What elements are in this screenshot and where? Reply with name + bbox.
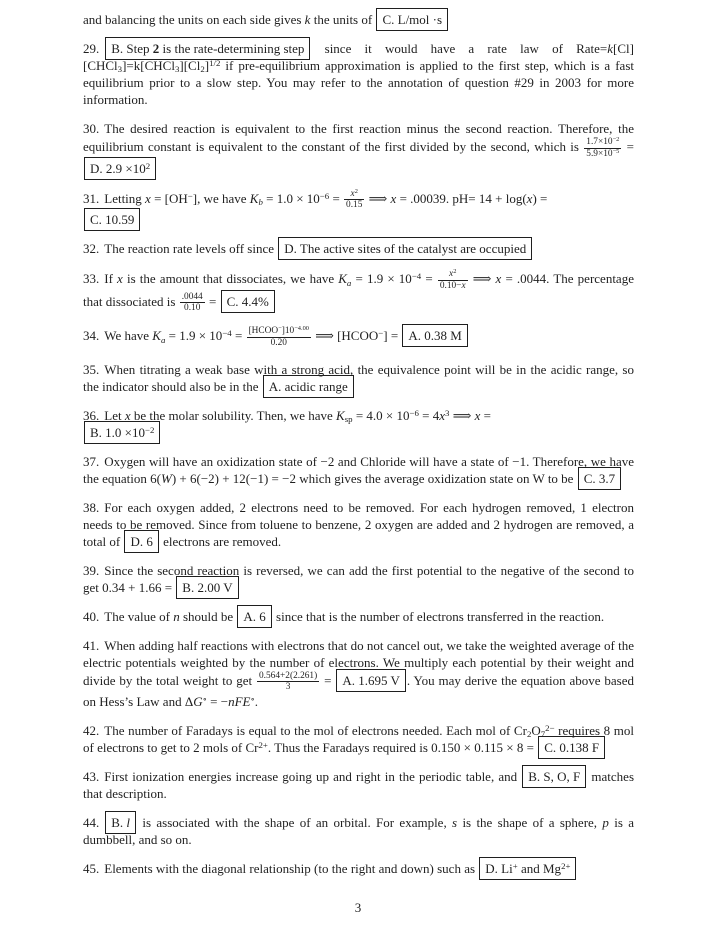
boxed-answer: B. l bbox=[105, 811, 136, 834]
question-number: 40. bbox=[83, 608, 100, 624]
boxed-answer: A. 0.38 M bbox=[402, 324, 467, 347]
question-number: 34. bbox=[83, 328, 100, 344]
fraction-denominator: 3 bbox=[285, 682, 291, 693]
question-43: 43. First ionization energies increase going up and right in the periodic table, and B. S, O, F matches that description. bbox=[83, 768, 634, 802]
fraction-numerator: $1.7\times 10^{-2}$ bbox=[586, 136, 620, 147]
question-45: 45. Elements with the diagonal relationship (to the right and down) such as D. Li+ and $Mg^{2+}$ bbox=[83, 860, 634, 877]
question-37: 37. Oxygen will have an oxidization state of −2 and Chloride will have a state of −1. Therefore, we have the equation 6(W) + 6(−2) + 12(−1) = −2 which gives the average oxidization state on W to be C. 3.7 bbox=[83, 453, 634, 487]
question-number: 44. bbox=[83, 815, 100, 830]
question-32: 32. The reaction rate levels off since D. The active sites of the catalyst are occupied bbox=[83, 240, 634, 257]
fraction-denominator: $5.9\times 10^{-5}$ bbox=[586, 147, 620, 159]
question-number: 29. bbox=[83, 41, 100, 56]
question-number: 35. bbox=[83, 361, 100, 377]
page-number: 3 bbox=[354, 900, 362, 915]
fraction-denominator: 0.10−x bbox=[439, 280, 466, 291]
fraction bbox=[180, 292, 205, 315]
fraction bbox=[584, 137, 621, 160]
fraction-denominator: 0.10 bbox=[184, 303, 201, 314]
question-number: 38. bbox=[83, 499, 100, 515]
question-number: 41. bbox=[83, 637, 100, 653]
question-36: 36. Let x be the molar solubility. Then, we have $K_{sp} = 4.0 \times 10^{-6} = 4x^3$ ⟹ x = B. $1.0 \times 10^{-2}$ bbox=[83, 407, 634, 441]
answers-list bbox=[83, 11, 634, 877]
question-44: 44. B. l is associated with the shape of an orbital. For example, s is the shape of a sphere, p is a dumbbell, and so on. bbox=[83, 814, 634, 848]
boxed-answer: A. 6 bbox=[237, 605, 271, 628]
fraction-numerator: $[HCOO^-]10^{-4.00}$ bbox=[248, 325, 309, 336]
fraction bbox=[257, 671, 319, 694]
question-33: 33. If x is the amount that dissociates, we have $K_a = 1.9 \times 10^{-4}$ = $\frac{x^2}{0.10-x}$ ⟹ x = .0044. The percentage that dissociated is $\frac{.0044}{0.10}$ = C. 4.4% bbox=[83, 268, 634, 314]
question-number: 33. bbox=[83, 271, 100, 287]
boxed-answer: C. 0.138 F bbox=[538, 736, 605, 759]
fraction bbox=[344, 189, 364, 212]
boxed-answer: C. 10.59 bbox=[84, 208, 140, 231]
boxed-answer: B. Step 2 is the rate-determining step bbox=[105, 37, 310, 60]
question-35: 35. When titrating a weak base with a strong acid, the equivalence point will be in the acidic range, so the indicator should also be in the A. acidic range bbox=[83, 361, 634, 395]
boxed-answer: D. $2.9 \times 10^2$ bbox=[84, 157, 156, 180]
question-number: 39. bbox=[83, 562, 100, 578]
continuation-text: and balancing the units on each side gives k the units of C. L/mol ·s bbox=[83, 11, 634, 28]
question-29: 29. B. Step 2 is the rate-determining step since it would have a rate law of $Rate=k[Cl][CHCl_3]=k[CHCl_3][Cl_2]^{1/2}$ if pre-equilibrium approximation is applied to the first step, which is a fast equilibrium prior to a slow step. You may refer to the annotation of question #29 in 2003 for more information. bbox=[83, 40, 634, 108]
question-number: 43. bbox=[83, 769, 100, 784]
fraction-numerator: $x^2$ bbox=[344, 189, 364, 201]
boxed-answer: B. S, O, F bbox=[522, 765, 586, 788]
boxed-answer: B. $1.0 \times 10^{-2}$ bbox=[84, 421, 160, 444]
boxed-answer: B. 2.00 V bbox=[176, 576, 238, 599]
fraction bbox=[438, 269, 468, 292]
boxed-answer: A. 1.695 V bbox=[336, 669, 406, 692]
question-30: 30. The desired reaction is equivalent to the first reaction minus the second reaction. Therefore, the equilibrium constant is equivalent to the constant of the first divided by the second, which is $\frac{1.7\times 10^{-2}}{5.9\times 10^{-5}}$ = D. $2.9 \times 10^2$ bbox=[83, 120, 634, 177]
question-number: 36. bbox=[83, 407, 100, 423]
question-39: 39. Since the second reaction is reversed, we can add the first potential to the negative of the second to get 0.34 + 1.66 = B. 2.00 V bbox=[83, 562, 634, 596]
fraction-numerator: $x^2$ bbox=[438, 269, 468, 281]
boxed-answer: D. 6 bbox=[124, 530, 158, 553]
fraction-numerator: .0044 bbox=[181, 291, 203, 302]
boxed-answer: D. Li+ and $Mg^{2+}$ bbox=[479, 857, 576, 880]
question-number: 30. bbox=[83, 121, 100, 136]
fraction bbox=[247, 326, 311, 349]
fraction-denominator: 0.15 bbox=[346, 200, 363, 211]
question-42: 42. The number of Faradays is equal to the mol of electrons needed. Each mol of $Cr_2O_7^{2-}$ requires 8 mol of electrons to get to 2 mols of $Cr^{2+}$. Thus the Faradays required is 0.150 × 0.115 × 8 = C. 0.138 F bbox=[83, 722, 634, 756]
question-40: 40. The value of n should be A. 6 since that is the number of electrons transferred in the reaction. bbox=[83, 608, 634, 625]
boxed-answer: C. 4.4% bbox=[221, 290, 275, 313]
question-number: 37. bbox=[83, 453, 100, 469]
boxed-answer: D. The active sites of the catalyst are occupied bbox=[278, 237, 532, 260]
boxed-answer: C. L/mol ·s bbox=[376, 8, 448, 31]
boxed-answer: A. acidic range bbox=[263, 375, 354, 398]
question-number: 31. bbox=[83, 190, 100, 206]
fraction-denominator: 0.20 bbox=[270, 337, 287, 348]
question-number: 32. bbox=[83, 241, 100, 256]
question-number: 42. bbox=[83, 723, 100, 738]
boxed-answer: C. 3.7 bbox=[578, 467, 621, 490]
question-38: 38. For each oxygen added, 2 electrons need to be removed. For each hydrogen removed, 1 electron needs to be removed. Since from toluene to benzene, 2 oxygen are added and 2 hydrogen are removed, a total of D. 6 electrons are removed. bbox=[83, 499, 634, 550]
fraction-numerator: 0.564+2(2.261) bbox=[259, 670, 318, 681]
question-41: 41. When adding half reactions with electrons that do not cancel out, we take the weighted average of the electric potentials weighted by the number of electrons. We multiply each potential by their weight and divide by the total weight to get $\frac{0.564+2(2.261)}{3}$ = A. 1.695 V . You may derive the equation above based on Hess’s Law and ΔG∘ = −nFE∘. bbox=[83, 637, 634, 709]
question-number: 45. bbox=[83, 861, 100, 876]
question-31: 31. Letting x = [OH−], we have $K_b = 1.0 \times 10^{-6}$ = $\frac{x^2}{0.15}$ ⟹ x = .00039. pH= 14 + log(x) = C. 10.59 bbox=[83, 189, 634, 229]
question-34: 34. We have $K_a = 1.9 \times 10^{-4}$ = $\frac{[HCOO^-]10^{-4.00}}{0.20}$ ⟹ [HCOO−] = A. 0.38 M bbox=[83, 326, 634, 349]
